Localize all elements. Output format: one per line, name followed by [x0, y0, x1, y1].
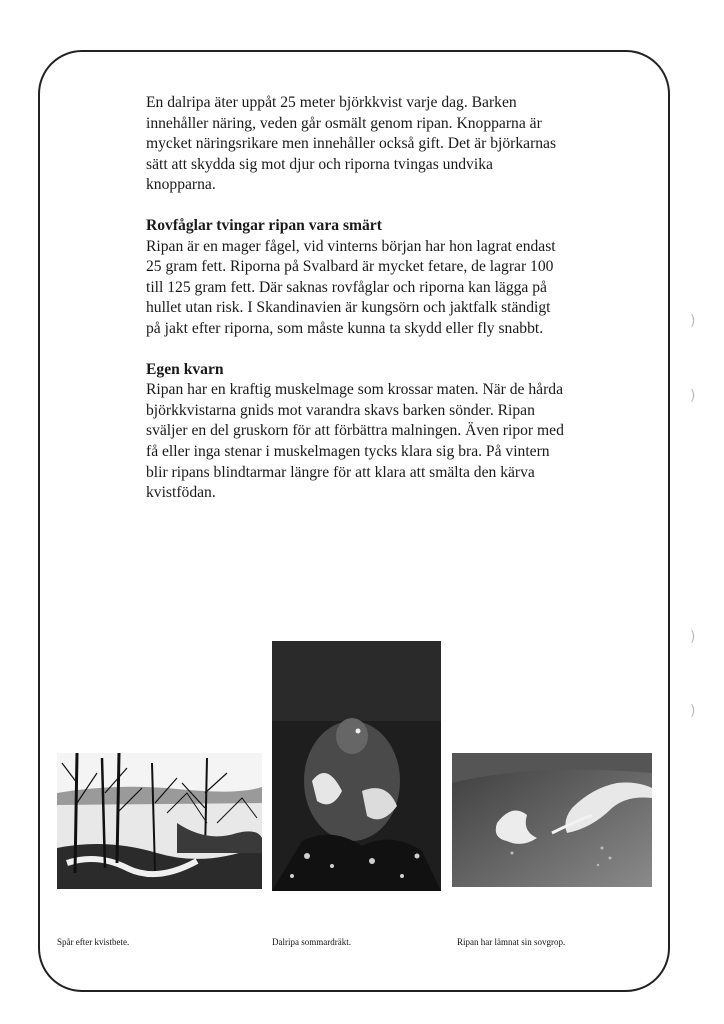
- section-heading-raptors: Rovfåglar tvingar ripan vara smärt: [146, 216, 382, 234]
- section-body-raptors: Ripan är en mager fågel, vid vinterns början har hon lagrat endast 25 gram fett. Riporna på Svalbard är mycket fetare, de lagrar 100 till 125 gram fett. Där saknas rovfåglar och riporna kan lägga på hullet utan risk. I Skandinavien är kungsörn och jaktfalk ständigt på jakt efter riporna, som måste kunna ta skydd eller fly snabbt.: [146, 237, 556, 337]
- photo-ptarmigan-summer: [272, 641, 441, 891]
- intro-paragraph: En dalripa äter uppåt 25 meter björkkvist varje dag. Barken innehåller näring, veden går osmält genom ripan. Knopparna är mycket näringsrikare men innehåller också gift. Det är björkarnas sätt att skydda sig mot djur och riporna tvingas undvika knopparna.: [146, 94, 557, 194]
- photo-snow-roost: [452, 753, 652, 887]
- section-heading-gizzard: Egen kvarn: [146, 360, 224, 378]
- binding-hole-mark: ): [690, 313, 696, 329]
- binding-hole-mark: ): [690, 388, 696, 404]
- binding-hole-mark: ): [690, 629, 696, 645]
- caption-photo3: Ripan har lämnat sin sovgrop.: [457, 937, 566, 947]
- caption-photo1: Spår efter kvistbete.: [57, 937, 130, 947]
- article-text: [146, 93, 566, 504]
- caption-photo2: Dalripa sommardräkt.: [272, 937, 351, 947]
- photo-browsed-birch: [57, 753, 262, 889]
- binding-hole-mark: ): [690, 703, 696, 719]
- section-body-gizzard: Ripan har en kraftig muskelmage som krossar maten. När de hårda björkkvistarna gnids mot varandra skavs barken sönder. Ripan sväljer en del gruskorn för att förbättra malningen. Även ripor med få eller inga stenar i muskelmagen tycks klara sig bra. På vintern blir ripans blindtarmar längre för att klara att smälta den kärva kvistfödan.: [146, 381, 564, 502]
